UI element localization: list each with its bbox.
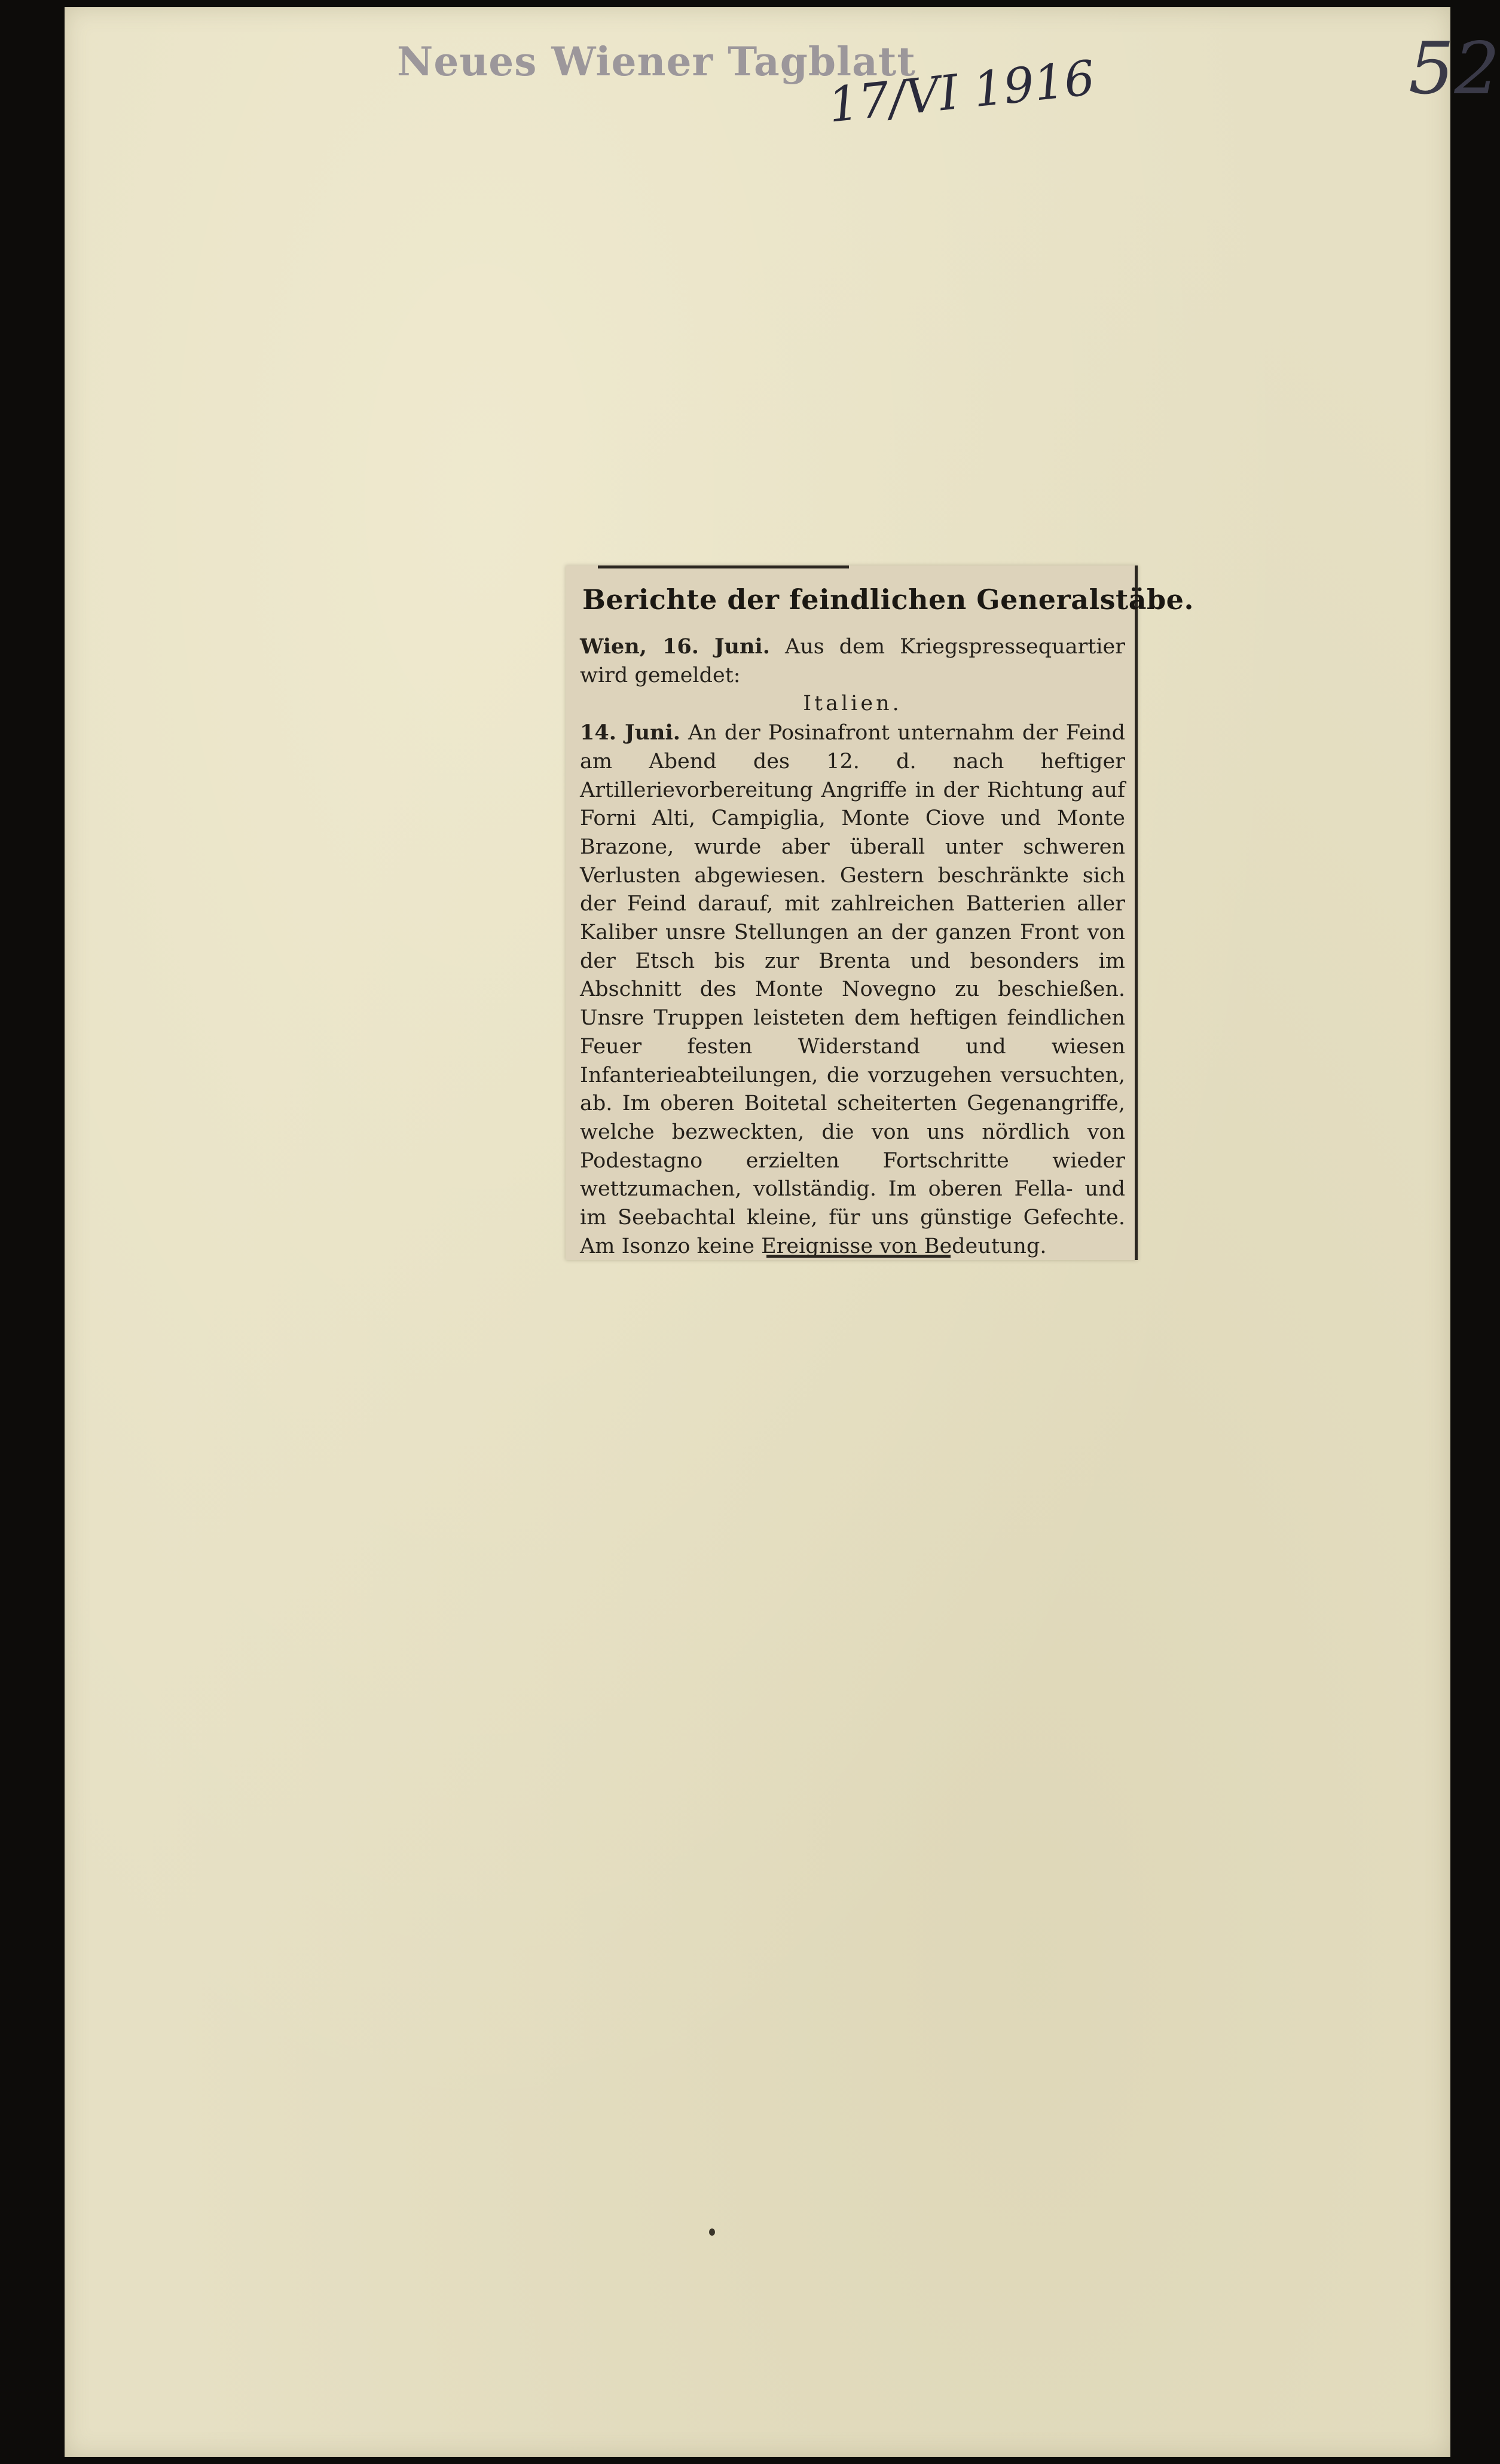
paper-sheet	[65, 7, 1500, 2457]
dateline-lead: Wien, 16. Juni.	[580, 634, 770, 659]
newspaper-clipping	[566, 565, 1194, 1260]
report-date: 14. Juni.	[580, 720, 680, 745]
report-text: An der Posinafront unternahm der Feind am Abend des 12. d. nach heftiger Artillerievorbereitung Angriffe in der Richtung auf Forni Alti, Campiglia, Monte Ciove und Monte Brazone, wurde aber überall unter schweren Verlusten abgewiesen. Gestern beschränkte sich der Feind darauf, mit zahlreichen Batterien aller Kaliber unsre Stellungen an der ganzen Front von der Etsch bis zur Brenta und besonders im Abschnitt des Monte Novegno zu beschießen. Unsre Truppen leisteten dem heftigen feindlichen Feuer festen Widerstand und wiesen Infanterieabteilungen, die vorzugehen versuchten, ab. Im oberen Boitetal scheiterten Gegenangriffe, welche bezweckten, die von uns nördlich von Podestagno erzielten Fortschritte wieder wettzumachen, vollständig. Im oberen Fella- und im Seebachtal kleine, für uns günstige Gefechte. Am Isonzo keine Ereignisse von Bedeutung.	[580, 721, 1125, 1258]
clipping-title: Berichte der feindlichen Generalstäbe.	[582, 583, 1194, 616]
clipping-dateline	[580, 632, 1125, 690]
clipping-body	[580, 632, 1125, 1261]
section-heading: Italien.	[803, 692, 902, 716]
clipping-top-rule	[598, 565, 849, 568]
folio-number: 52	[1409, 27, 1500, 111]
punch-mark	[709, 2228, 715, 2236]
report-paragraph	[580, 719, 1125, 1261]
archive-stamp: Neues Wiener Tagblatt	[397, 38, 916, 85]
handwritten-date: 17/VI 1916	[826, 50, 1098, 133]
clipping-bottom-rule	[766, 1255, 951, 1258]
dateline-text: Aus dem Kriegspressequartier wird gemeldet:	[580, 635, 1126, 687]
